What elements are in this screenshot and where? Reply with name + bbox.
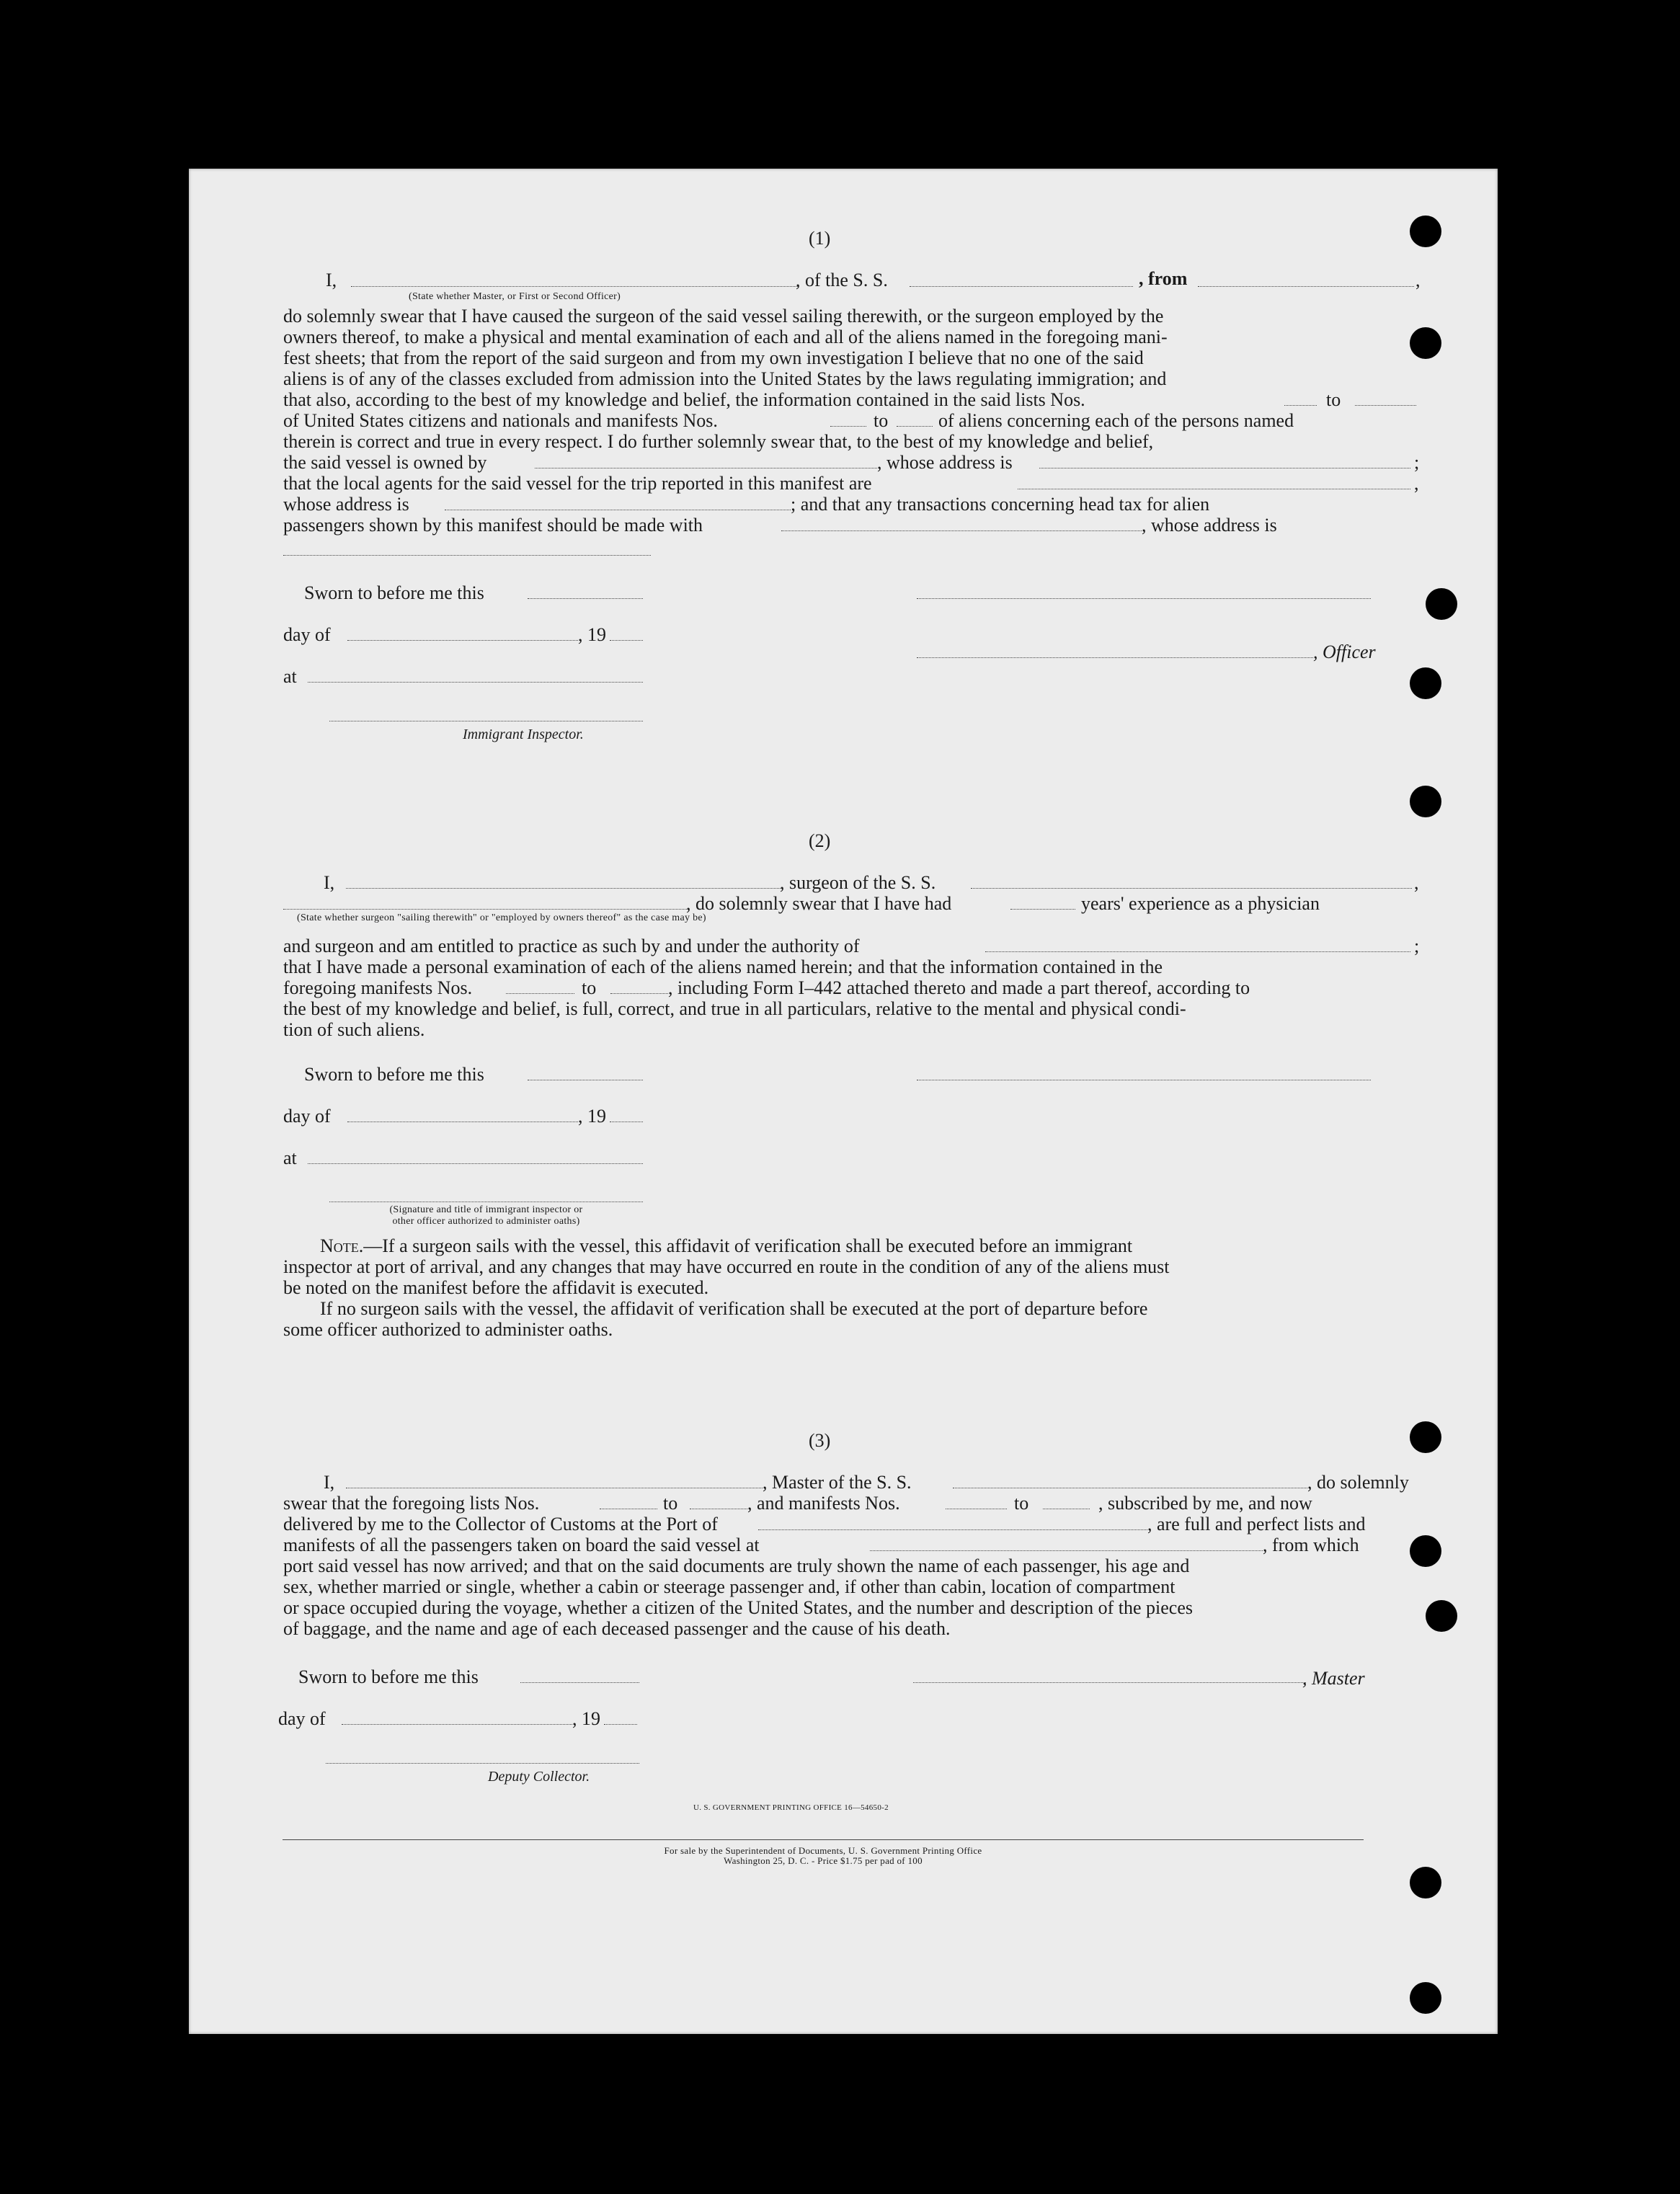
day-of-label: day of [278,1708,326,1729]
text-line: that the local agents for the said vessel for the trip reported in this manifest are [283,473,872,494]
punch-hole [1410,1867,1441,1898]
text: of aliens concerning each of the persons named [938,410,1294,431]
authority-field[interactable] [985,951,1410,952]
text: I, [324,872,335,893]
text-line: aliens is of any of the classes excluded from admission into the United States by the laws regulating immigration; and [283,368,1167,389]
officer-name-field[interactable] [351,286,798,287]
text: to [663,1493,678,1514]
sworn-label: Sworn to before me this [304,582,484,603]
head-tax-field[interactable] [781,530,1142,531]
text-line: do solemnly swear that I have caused the surgeon of the said vessel sailing therewith, or the surgeon employed by the [283,306,1164,327]
text-line: foregoing manifests Nos. [283,977,473,998]
punch-hole [1410,327,1441,359]
manifests-from-field[interactable] [506,993,574,994]
text-line: delivered by me to the Collector of Customs at the Port of [283,1514,718,1535]
printer-imprint: U. S. GOVERNMENT PRINTING OFFICE 16—54650-2 [693,1803,889,1812]
section-number: (1) [809,228,831,249]
sworn-label: Sworn to before me this [304,1064,484,1085]
text: , [1414,872,1419,893]
text: , surgeon of the S. S. [780,872,936,893]
signature-caption: (Signature and title of immigrant inspector or [389,1204,583,1215]
form-page [189,169,1498,2034]
punch-hole [1410,786,1441,817]
surgeon-name-field[interactable] [346,888,782,889]
sworn-day-field[interactable] [528,598,643,599]
text-line: therein is correct and true in every respect. I do further solemnly swear that, to the best of my knowledge and belief, [283,431,1154,452]
text: , are full and perfect lists and [1147,1514,1366,1535]
text: , including Form I–442 attached thereto and made a part thereof, according to [668,977,1250,998]
port-from-field[interactable] [1198,286,1414,287]
punch-hole [1410,1535,1441,1567]
text-line: fest sheets; that from the report of the said surgeon and from my own investigation I believe that no one of the said [283,347,1144,368]
text: , from [1139,268,1188,289]
text: , 19 [578,624,606,645]
year-field[interactable] [604,1724,637,1725]
text-line: manifests of all the passengers taken on board the said vessel at [283,1535,760,1555]
section-number: (3) [809,1430,831,1451]
text-line: tion of such aliens. [283,1019,425,1040]
note-line: be noted on the manifest before the affidavit is executed. [283,1277,709,1298]
text: , 19 [572,1708,600,1729]
at-field[interactable] [308,1163,643,1164]
text-line: owners thereof, to make a physical and mental examination of each and all of the aliens named in the foregoing mani- [283,327,1168,347]
footer-divider [283,1839,1364,1840]
at-label: at [283,1147,297,1168]
text: to [1014,1493,1029,1514]
caption: (State whether Master, or First or Second Officer) [409,291,621,302]
lists-from-field[interactable] [1284,405,1317,406]
text: , whose address is [877,452,1013,473]
lists-to-field[interactable] [1355,405,1416,406]
surgeon-status-field[interactable] [283,909,687,910]
text-line: port said vessel has now arrived; and that on the said documents are truly shown the name of each passenger, his age and [283,1555,1190,1576]
sworn-day-field[interactable] [520,1682,639,1683]
punch-hole [1410,1982,1441,2014]
text-line: and surgeon and am entitled to practice as such by and under the authority of [283,936,860,956]
day-of-field[interactable] [342,1724,572,1725]
master-label: , Master [1302,1668,1365,1689]
section-number: (2) [809,830,831,851]
text-line: of United States citizens and nationals and manifests Nos. [283,410,718,431]
day-of-label: day of [283,1106,331,1127]
years-field[interactable] [1010,909,1075,910]
text: to [1326,389,1341,410]
sale-notice: Washington 25, D. C. - Price $1.75 per pad of 100 [724,1855,923,1866]
text: , [1415,270,1421,290]
inspector-label: Immigrant Inspector. [463,727,584,742]
text: ; [1414,936,1420,956]
at-field[interactable] [308,682,643,683]
port-boarded-field[interactable] [870,1550,1263,1551]
text: , of the S. S. [796,270,888,290]
text-line: or space occupied during the voyage, whether a citizen of the United States, and the number and description of the pieces [283,1597,1194,1618]
punch-hole [1426,588,1457,620]
punch-hole [1410,667,1441,699]
ship-name-field[interactable] [971,888,1412,889]
text: years' experience as a physician [1081,893,1320,914]
note-heading: Note. [320,1235,364,1256]
day-of-label: day of [283,624,331,645]
text: to [582,977,597,998]
punch-hole [1410,216,1441,247]
deputy-label: Deputy Collector. [488,1769,590,1785]
port-field[interactable] [758,1529,1147,1530]
text: I, [326,270,337,290]
manifests-from-field[interactable] [830,426,866,427]
text: , do solemnly [1307,1472,1409,1493]
note-text [320,1235,1132,1257]
text-line: of baggage, and the name and age of each deceased passenger and the cause of his death. [283,1618,951,1639]
text-line: that also, according to the best of my knowledge and belief, the information contained in the said lists Nos. [283,389,1085,410]
text: , 19 [578,1106,606,1127]
text-line: that I have made a personal examination of each of the aliens named herein; and that the information contained in the [283,956,1163,977]
text: , [1414,473,1419,494]
text: ; [1414,452,1420,473]
text-line: the best of my knowledge and belief, is full, correct, and true in all particulars, relative to the mental and physical condi- [283,998,1186,1019]
officer-title-field[interactable] [917,657,1313,658]
year-field[interactable] [610,640,643,641]
text: , subscribed by me, and now [1098,1493,1312,1514]
text: , and manifests Nos. [747,1493,900,1514]
manifests-to-field[interactable] [610,993,668,994]
text-line: passengers shown by this manifest should be made with [283,515,703,536]
officer-signature-field[interactable] [917,598,1371,599]
text: , from which [1263,1535,1359,1555]
sworn-label: Sworn to before me this [298,1666,479,1687]
text: , Master of the S. S. [763,1472,912,1493]
punch-hole [1410,1421,1441,1453]
at-label: at [283,666,297,687]
note-line: If no surgeon sails with the vessel, the affidavit of verification shall be executed at the port of departure before [320,1298,1148,1319]
text: , whose address is [1142,515,1277,536]
ship-name-field[interactable] [910,286,1133,287]
caption: (State whether surgeon "sailing therewith" or "employed by owners thereof" as the case may be) [297,912,706,923]
sale-notice: For sale by the Superintendent of Documents, U. S. Government Printing Office [664,1845,982,1856]
note-line: some officer authorized to administer oaths. [283,1319,613,1340]
text: I, [324,1472,335,1493]
deputy-signature-field[interactable] [326,1763,639,1764]
officer-label: , Officer [1313,641,1376,662]
head-tax-address-field[interactable] [283,555,651,556]
text: to [874,410,889,431]
text-line: whose address is [283,494,409,515]
text: ; and that any transactions concerning head tax for alien [791,494,1210,515]
text-line: sex, whether married or single, whether a cabin or steerage passenger and, if other than cabin, location of compartment [283,1576,1175,1597]
text: , do solemnly swear that I have had [686,893,952,914]
text-line: the said vessel is owned by [283,452,487,473]
note-line: inspector at port of arrival, and any changes that may have occurred en route in the condition of any of the aliens must [283,1256,1170,1277]
note-line: —If a surgeon sails with the vessel, this affidavit of verification shall be executed before an immigrant [363,1235,1133,1256]
punch-hole [1426,1600,1457,1632]
text-line: swear that the foregoing lists Nos. [283,1493,540,1514]
manifests-to-field[interactable] [897,426,933,427]
signature-caption: other officer authorized to administer oaths) [392,1216,580,1227]
master-signature-field[interactable] [913,1682,1306,1683]
day-of-field[interactable] [347,640,578,641]
